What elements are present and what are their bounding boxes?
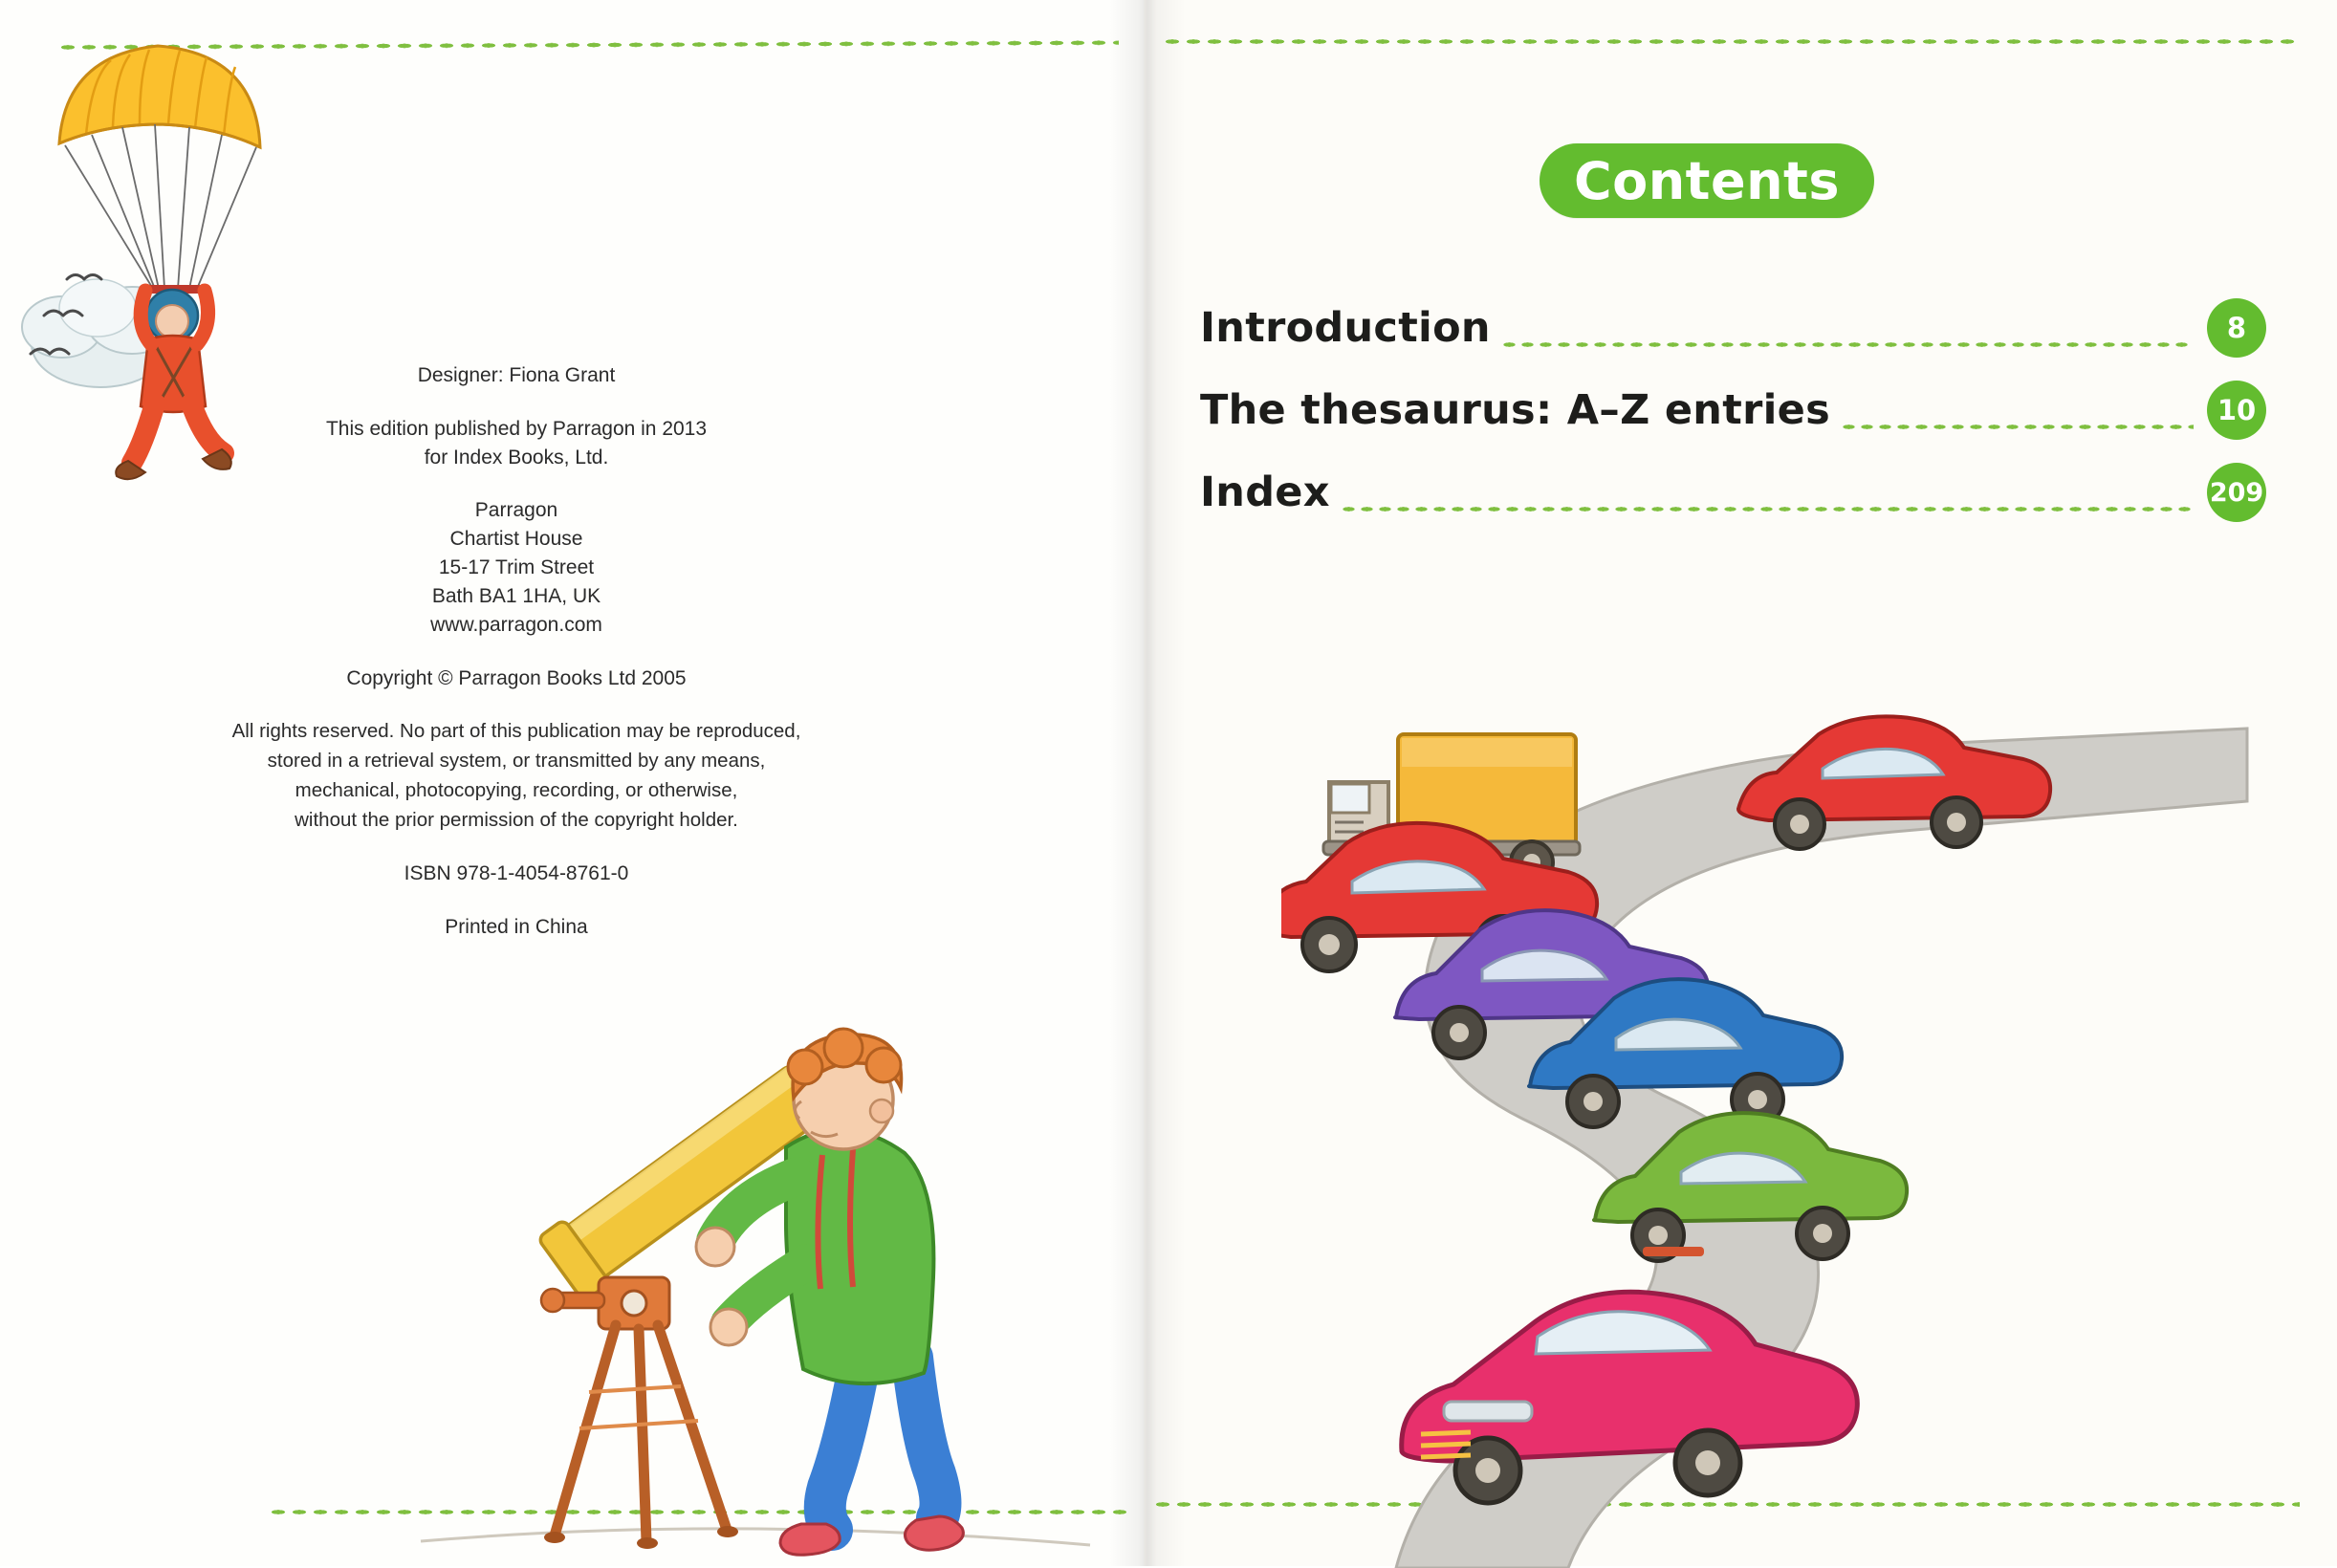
toc-page-number: 209 — [2207, 463, 2266, 522]
edition-block — [229, 415, 803, 472]
rights-line-1: All rights reserved. No part of this publication may be reproduced, — [231, 720, 801, 743]
address-line-3: 15-17 Trim Street — [438, 556, 595, 579]
designer-line: Designer: Fiona Grant — [417, 364, 616, 386]
rights-line-2: stored in a retrieval system, or transmitted by any means, — [267, 750, 766, 773]
edition-line-2: for Index Books, Ltd. — [424, 446, 609, 468]
toc-page-number: 8 — [2207, 298, 2266, 358]
address-line-4: Bath BA1 1HA, UK — [431, 584, 601, 607]
rights-line-4: without the prior permission of the copyright holder. — [295, 808, 738, 831]
isbn-line: ISBN 978-1-4054-8761-0 — [404, 862, 629, 885]
toc-leader-dots — [1840, 424, 2194, 430]
contents-heading-text: Contents — [1573, 150, 1840, 211]
edition-line-1: This edition published by Parragon in 2013 — [325, 417, 708, 440]
copyright-line: Copyright © Parragon Books Ltd 2005 — [346, 666, 687, 689]
address-line-2: Chartist House — [449, 528, 583, 551]
toc-leader-dots — [1340, 506, 2194, 512]
address-line-1: Parragon — [474, 499, 558, 522]
printed-in-line: Printed in China — [445, 916, 588, 939]
toc-page-number: 10 — [2207, 381, 2266, 440]
telescope-illustration — [411, 860, 1119, 1568]
publisher-website: www.parragon.com — [430, 613, 602, 636]
publisher-address — [229, 496, 803, 639]
rights-statement — [229, 717, 803, 835]
winding-road-cars-illustration — [1281, 545, 2266, 1568]
toc-entry-label: Index — [1200, 468, 1330, 516]
contents-heading-badge — [1540, 143, 1874, 218]
toc-leader-dots — [1500, 341, 2194, 348]
toc-entry-label: Introduction — [1200, 304, 1491, 352]
toc-entry-introduction[interactable] — [1200, 287, 2266, 369]
toc-entry-index[interactable] — [1200, 451, 2266, 534]
table-of-contents — [1200, 287, 2266, 534]
toc-entry-label: The thesaurus: A–Z entries — [1200, 386, 1830, 434]
rights-line-3: mechanical, photocopying, recording, or otherwise, — [295, 778, 738, 801]
dotted-rule-top-right — [1162, 38, 2300, 45]
toc-entry-thesaurus[interactable] — [1200, 369, 2266, 451]
